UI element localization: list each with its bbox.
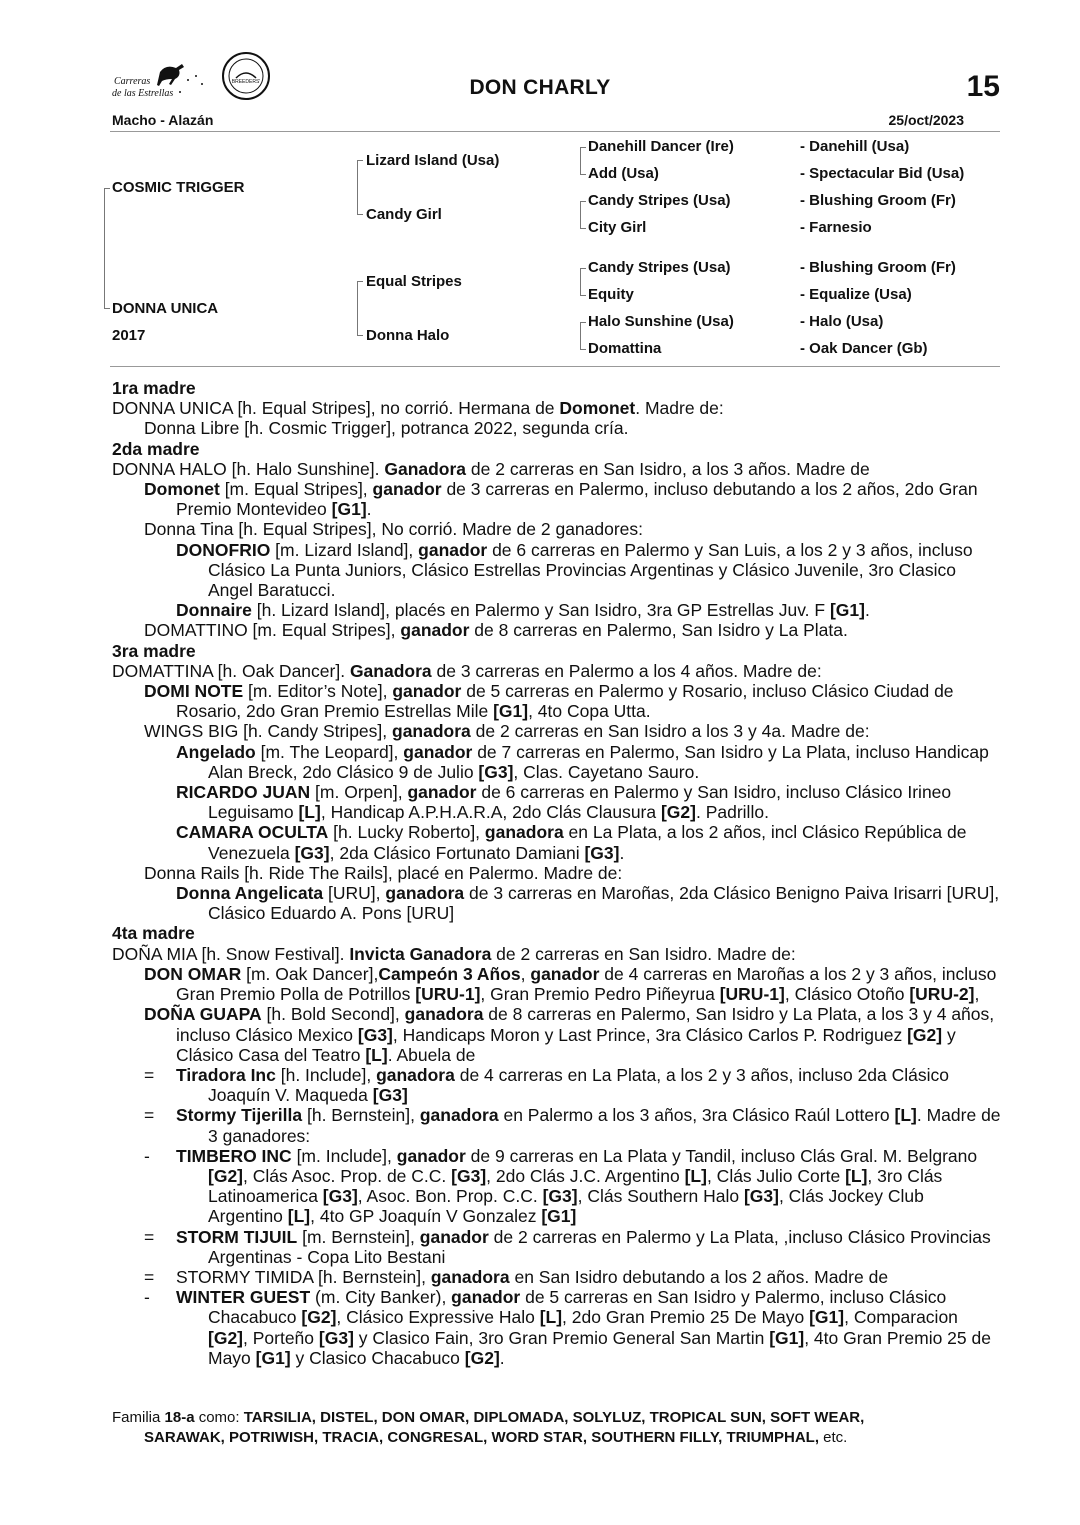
sale-date: 25/oct/2023 [888, 112, 964, 128]
bracket-tick [580, 268, 586, 269]
g3-1: Danehill Dancer (Ire) [588, 138, 734, 155]
produce-entry: DOMI NOTE [m. Editor’s Note], ganador de 5 carreras en Palermo y Rosario, incluso Clásico Ciudad de Rosario, 2do Gran Premio Estrellas Mile [G1], 4to Copa Utta. [144, 681, 954, 722]
bracket-tick [580, 322, 586, 323]
g4-1: - Danehill (Usa) [800, 138, 910, 155]
family-line-1: Familia 18-a como: TARSILIA, DISTEL, DON OMAR, DIPLOMADA, SOLYLUZ, TROPICAL SUN, SOFT WEAR, [112, 1409, 865, 1426]
produce-entry: CAMARA OCULTA [h. Lucky Roberto], ganadora en La Plata, a los 2 años, incl Clásico República de Venezuela [G3], 2da Clásico Fortunato Damiani [G3]. [176, 822, 967, 863]
bracket-2a [357, 160, 358, 214]
bracket-3 [580, 268, 581, 295]
bracket-tick [104, 308, 110, 309]
produce-entry: = Tiradora Inc [h. Include], ganadora de 4 carreras en La Plata, a los 2 y 3 años, incluso 2da Clásico Joaquín V. Maqueda [G3] [144, 1064, 950, 1106]
family-line-2: SARAWAK, POTRIWISH, TRACIA, CONGRESAL, WORD STAR, SOUTHERN FILLY, TRIUMPHAL, etc. [144, 1429, 848, 1446]
produce-entry: DON OMAR [m. Oak Dancer],Campeón 3 Años, ganador de 4 carreras en Maroñas a los 2 y 3 años, incluso Gran Premio Polla de Potrillos [URU-1], Gran Premio Pedro Piñeyrua [URU-1], Clásico Otoño [URU-2], [144, 963, 997, 1005]
bracket-3 [580, 147, 581, 174]
divider-pedigree [110, 366, 1000, 367]
section-heading-3ra-madre: 3ra madre [112, 640, 196, 661]
bracket-2b [357, 281, 358, 335]
produce-entry: RICARDO JUAN [m. Orpen], ganador de 6 carreras en Palermo y San Isidro, incluso Clásico Irineo Leguisamo [L], Handicap A.P.H.A.R.A, 2do Clás Clausura [G2]. Padrillo. [176, 782, 952, 823]
g4-4: - Farnesio [800, 219, 872, 236]
g3-6: Equity [588, 286, 634, 303]
produce-entry: = Stormy Tijerilla [h. Bernstein], ganadora en Palermo a los 3 años, 3ra Clásico Raúl Lottero [L]. Madre de 3 ganadores: [144, 1105, 1001, 1146]
dam-entry: DOÑA MIA [h. Snow Festival]. Invicta Ganadora de 2 carreras en San Isidro. Madre de: [112, 943, 796, 964]
dam-sire: Equal Stripes [366, 273, 462, 290]
produce-record [112, 378, 1002, 1368]
sire-sire: Lizard Island (Usa) [366, 152, 500, 169]
bracket-tick [357, 335, 363, 336]
g3-2: Add (Usa) [588, 165, 659, 182]
sire-dam: Candy Girl [366, 206, 442, 223]
g3-8: Domattina [588, 340, 662, 357]
sire: COSMIC TRIGGER [112, 179, 245, 196]
produce-entry: DOÑA GUAPA [h. Bold Second], ganadora de 8 carreras en Palermo, San Isidro y La Plata, a los 3 y 4 años, incluso Clásico Mexico [G3], Handicaps Moron y Last Prince, 3ra Clásico Carlos P. Rodriguez [G2] y Clásico Casa del Teatro [L]. Abuela de [144, 1004, 995, 1065]
produce-entry: DOMATTINO [m. Equal Stripes], ganador de 8 carreras en Palermo, San Isidro y La Plata. [144, 620, 848, 641]
bracket-tick [357, 160, 363, 161]
svg-text:de las Estrellas: de las Estrellas [112, 88, 174, 99]
g4-7: - Halo (Usa) [800, 313, 884, 330]
section-heading-2da-madre: 2da madre [112, 438, 200, 459]
bracket-tick [580, 174, 586, 175]
produce-entry: = STORMY TIMIDA [h. Bernstein], ganadora en San Isidro debutando a los 2 años. Madre de [144, 1266, 889, 1287]
produce-entry: Donna Rails [h. Ride The Rails], placé en Palermo. Madre de: [144, 862, 623, 883]
dam-entry: DONNA HALO [h. Halo Sunshine]. Ganadora de 2 carreras en San Isidro, a los 3 años. Madre de [112, 458, 870, 479]
bracket-tick [580, 228, 586, 229]
bracket-tick [580, 201, 586, 202]
g4-3: - Blushing Groom (Fr) [800, 192, 956, 209]
g3-3: Candy Stripes (Usa) [588, 192, 731, 209]
g3-4: City Girl [588, 219, 647, 236]
produce-entry: Donna Angelicata [URU], ganadora de 3 carreras en Maroñas, 2da Clásico Benigno Paiva Irisarri [URU], Clásico Eduardo A. Pons [URU] [176, 883, 1000, 924]
produce-entry: Angelado [m. The Leopard], ganador de 7 carreras en Palermo, San Isidro y La Plata, incluso Handicap Alan Breck, 2do Clásico 9 de Julio [G3], Clas. Cayetano Sauro. [176, 741, 989, 782]
bracket-tick [580, 295, 586, 296]
dam-dam: Donna Halo [366, 327, 450, 344]
g4-5: - Blushing Groom (Fr) [800, 259, 956, 276]
dam: DONNA UNICA [112, 300, 219, 317]
bracket-1 [104, 188, 113, 308]
section-heading-1ra-madre: 1ra madre [112, 378, 196, 398]
horse-name-title: DON CHARLY [469, 76, 611, 99]
svg-text:Carreras: Carreras [114, 76, 151, 87]
dam-year: 2017 [112, 327, 146, 344]
dam-entry: DOMATTINA [h. Oak Dancer]. Ganadora de 3 carreras en Palermo a los 4 años. Madre de: [112, 660, 822, 681]
divider-top [110, 131, 1000, 132]
produce-entry: Donna Tina [h. Equal Stripes], No corrió. Madre de 2 ganadores: [144, 519, 644, 540]
bracket-tick [580, 349, 586, 350]
bracket-tick [357, 281, 363, 282]
g4-2: - Spectacular Bid (Usa) [800, 165, 965, 182]
dam-entry: DONNA UNICA [h. Equal Stripes], no corrió. Hermana de Domonet. Madre de: [112, 398, 724, 419]
bracket-3 [580, 201, 581, 228]
produce-entry: Donnaire [h. Lizard Island], placés en Palermo y San Isidro, 3ra GP Estrellas Juv. F [G1]. [176, 600, 870, 621]
section-heading-4ta-madre: 4ta madre [112, 923, 195, 944]
produce-entry: - TIMBERO INC [m. Include], ganador de 9 carreras en La Plata y Tandil, incluso Clás Gral. M. Belgrano [G2], Clás Asoc. Prop. de C.C. [G3], 2do Clás J.C. Argentino [L], Clás Julio Corte [L], 3ro Clás Latinoamerica [G3], Asoc. Bon. Prop. C.C. [G3], Clás Southern Halo [G3], Clás Jockey Club Argentino [L], 4to GP Joaquín V Gonzalez [G1] [144, 1145, 978, 1227]
sex-color: Macho - Alazán [112, 112, 214, 128]
produce-entry: = STORM TIJUIL [m. Bernstein], ganador de 2 carreras en Palermo y La Plata, ,incluso Clásico Provincias Argentinas - Copa Lito Bestani [144, 1226, 991, 1267]
bracket-tick [357, 214, 363, 215]
lot-number: 15 [966, 70, 1000, 103]
family-note [112, 1408, 1002, 1448]
bracket-3 [580, 322, 581, 349]
g4-8: - Oak Dancer (Gb) [800, 340, 928, 357]
g3-7: Halo Sunshine (Usa) [588, 313, 734, 330]
svg-text:BREEDERS': BREEDERS' [231, 79, 261, 85]
g4-6: - Equalize (Usa) [800, 286, 912, 303]
produce-entry: Donna Libre [h. Cosmic Trigger], potranca 2022, segunda cría. [144, 418, 629, 439]
produce-entry: - WINTER GUEST (m. City Banker), ganador de 5 carreras en San Isidro y Palermo, incluso Clásico Chacabuco [G2], Clásico Expressive Halo [L], 2do Gran Premio 25 De Mayo [G1], Comparacion [G2], Porteño [G3] y Clasico Fain, 3ro Gran Premio General San Martin [G1], 4to Gran Premio 25 de Mayo [G1] y Clasico Chacabuco [G2]. [144, 1287, 991, 1368]
produce-entry: Domonet [m. Equal Stripes], ganador de 3 carreras en Palermo, incluso debutando a los 2 años, 2do Gran Premio Montevideo [G1]. [144, 479, 978, 520]
produce-entry: DONOFRIO [m. Lizard Island], ganador de 6 carreras en Palermo y San Luis, a los 2 y 3 años, incluso Clásico La Punta Juniors, Clásico Estrellas Provincias Argentinas y Clásico Juvenile, 3ro Clasico Angel Baratucci. [176, 539, 973, 601]
bracket-tick [104, 188, 110, 189]
produce-entry: WINGS BIG [h. Candy Stripes], ganadora de 2 carreras en San Isidro a los 3 y 4a. Madre de: [144, 721, 870, 742]
g3-5: Candy Stripes (Usa) [588, 259, 731, 276]
bracket-tick [580, 147, 586, 148]
